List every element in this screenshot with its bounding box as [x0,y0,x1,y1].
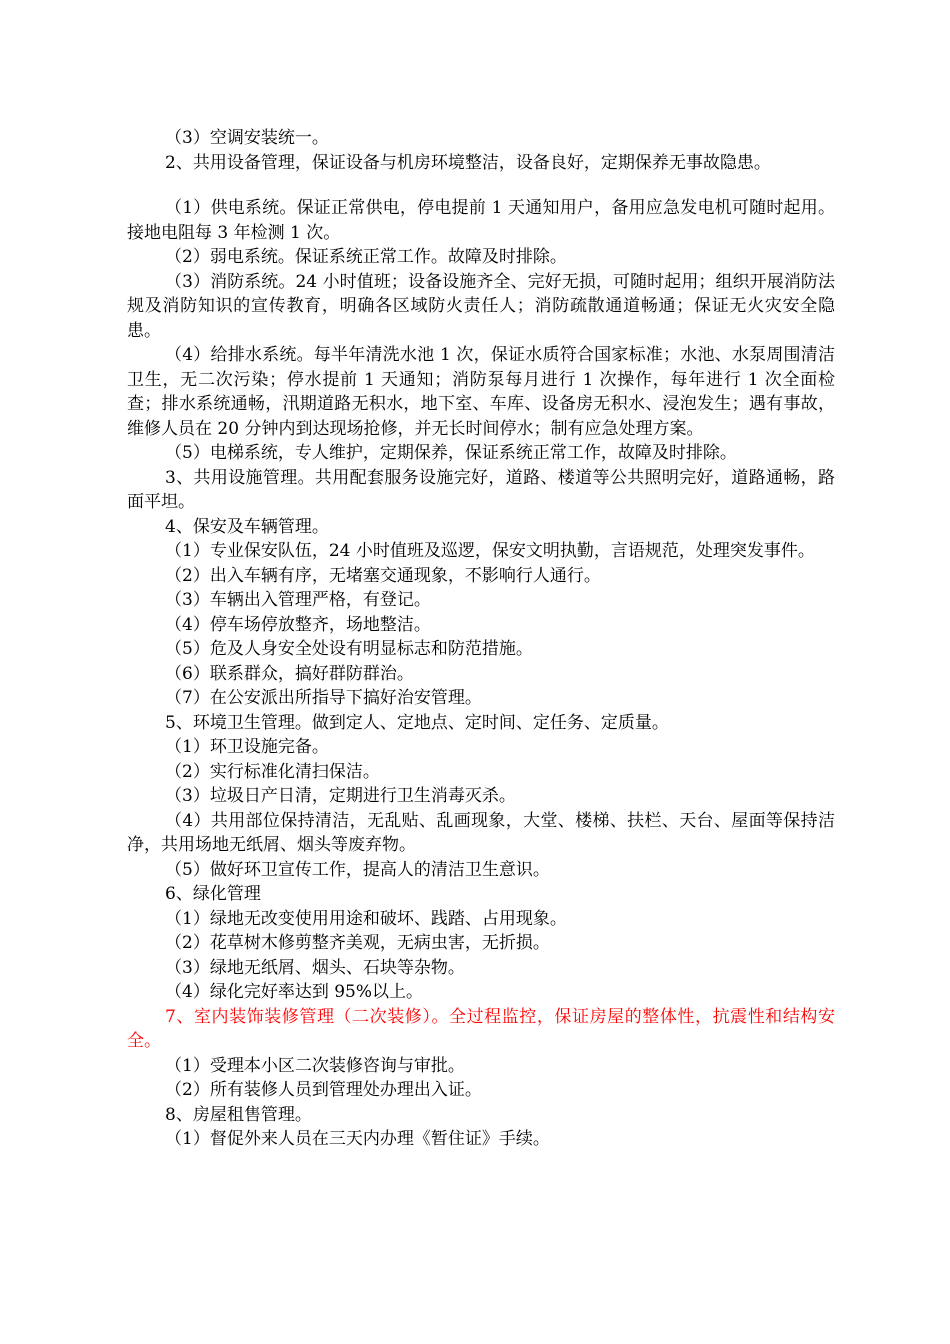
paragraph-vehicle-order: （2）出入车辆有序，无堵塞交通现象，不影响行人通行。 [165,565,601,586]
paragraph-vehicle-registration: （3）车辆出入管理严格，有登记。 [165,590,431,610]
paragraph-plant-trimming: （2）花草树木修剪整齐美观，无病虫害，无折损。 [165,933,550,953]
paragraph-shared-facilities: 3、共用设施管理。共用配套服务设施完好，道路、楼道等公共照明完好，道路通畅，路面平坦。 [127,467,835,512]
paragraph-standard-cleaning: （2）实行标准化清扫保洁。 [165,761,380,782]
paragraph-worker-pass: （2）所有装修人员到管理处办理出入证。 [165,1080,482,1100]
heading-rental-sales: 8、房屋租售管理。 [165,1104,312,1125]
document-body [127,126,835,1152]
paragraph-renovation-approval: （1）受理本小区二次装修咨询与审批。 [165,1055,465,1076]
paragraph-water-system: （4）给排水系统。每半年清洗水池 1 次，保证水质符合国家标准；水池、水泵周围清洁卫生，无二次污染；停水提前 1 天通知；消防泵每月进行 1 次操作，每年进行 1 次全面检查；排水系统通畅，汛期道路无积水，地下室、车库、设备房无积水、浸泡发生；遇有事故，维修人员在 20 分钟内到达现场抢修，并无长时间停水；制有应急处理方案。 [127,345,835,439]
paragraph-sanitation-facilities: （1）环卫设施完备。 [165,737,329,757]
paragraph-safety-signs: （5）危及人身安全处设有明显标志和防范措施。 [165,639,533,659]
paragraph-weak-current: （2）弱电系统。保证系统正常工作。故障及时排除。 [165,247,567,267]
paragraph-elevator: （5）电梯系统，专人维护，定期保养，保证系统正常工作，故障及时排除。 [165,443,737,463]
paragraph-sanitation-promotion: （5）做好环卫宣传工作，提高人的清洁卫生意识。 [165,859,550,880]
paragraph-power-supply: （1）供电系统。保证正常供电，停电提前 1 天通知用户，备用应急发电机可随时起用。接地电阻每 3 年检测 1 次。 [127,198,835,243]
paragraph-garbage: （3）垃圾日产日清，定期进行卫生消毒灭杀。 [165,786,516,806]
heading-interior-renovation: 7、室内装饰装修管理（二次装修）。全过程监控，保证房屋的整体性，抗震性和结构安全。 [127,1006,835,1051]
paragraph-greening-rate: （4）绿化完好率达到 95%以上。 [165,982,424,1002]
paragraph-residence-permit: （1）督促外来人员在三天内办理《暂住证》手续。 [165,1129,550,1149]
paragraph-greenland-clean: （3）绿地无纸屑、烟头、石块等杂物。 [165,957,465,978]
paragraph-security-team: （1）专业保安队伍，24 小时值班及巡逻，保安文明执勤，言语规范，处理突发事件。 [165,541,815,561]
heading-sanitation: 5、环境卫生管理。做到定人、定地点、定时间、定任务、定质量。 [165,712,669,733]
paragraph-shared-equipment: 2、共用设备管理，保证设备与机房环境整洁，设备良好，定期保养无事故隐患。 [165,152,771,173]
paragraph-community: （6）联系群众，搞好群防群治。 [165,663,414,684]
paragraph-ac-install: （3）空调安装统一。 [165,128,329,148]
paragraph-parking: （4）停车场停放整齐，场地整洁。 [165,614,431,635]
heading-greening: 6、绿化管理 [165,884,261,904]
paragraph-police-guidance: （7）在公安派出所指导下搞好治安管理。 [165,688,482,708]
heading-security-vehicles: 4、保安及车辆管理。 [165,516,329,537]
paragraph-greenland-use: （1）绿地无改变使用用途和破坏、践踏、占用现象。 [165,908,567,929]
paragraph-fire-system: （3）消防系统。24 小时值班；设备设施齐全、完好无损，可随时起用；组织开展消防法规及消防知识的宣传教育，明确各区域防火责任人；消防疏散通道畅通；保证无火灾安全隐患。 [127,271,835,341]
paragraph-common-areas: （4）共用部位保持清洁，无乱贴、乱画现象，大堂、楼梯、扶栏、天台、屋面等保持洁净，共用场地无纸屑、烟头等废弃物。 [127,810,835,855]
